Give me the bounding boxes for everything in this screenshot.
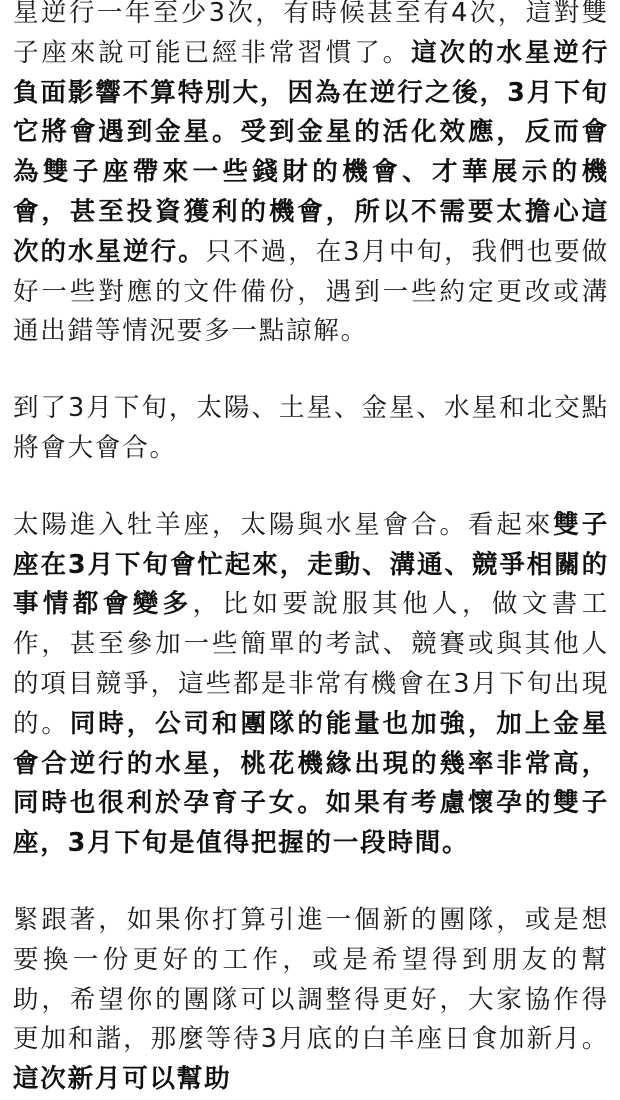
paragraph-grand-conjunction xyxy=(13,389,609,469)
paragraph-spacer xyxy=(13,469,609,506)
bold-text-run: 這次的水星逆行負面影響不算特別大，因為在逆行之後，3月下旬它將會遇到金星。受到金星的活化效應，反而會為雙子座帶來一些錢財的機會、才華展示的機會，甚至投資獲利的機會，所以不需要太擔心這次的水星逆行。 xyxy=(13,37,610,267)
text-run: 緊跟著，如果你打算引進一個新的團隊，或是想要換一份更好的工作，或是希望得到朋友的幫助，希望你的團隊可以調整得更好，大家協作得更加和諧，那麼等待3月底的白羊座日食加新月。 xyxy=(13,904,609,1055)
paragraph-sun-in-aries xyxy=(13,506,609,864)
paragraph-spacer xyxy=(13,352,609,389)
bold-text-run: 同時，公司和團隊的能量也加強，加上金星會合逆行的水星，桃花機緣出現的幾率非常高，同時也很利於孕育子女。如果有考慮懷孕的雙子座，3月下旬是值得把握的一段時間。 xyxy=(13,708,609,859)
text-run: 只不過，在3月中旬，我們也要做好一些對應的文件備份，遇到一些約定更改或溝通出錯等情況要多一點諒解。 xyxy=(13,236,609,347)
text-run: 太陽進入牡羊座，太陽與水星會合。看起來 xyxy=(13,509,554,540)
text-run: ，比如要說服其他人，做文書工作，甚至參加一些簡單的考試、競賽或與其他人的項目競爭，這些都是非常有機會在3月下旬出現的。 xyxy=(13,589,609,739)
paragraph-new-moon xyxy=(13,901,609,1100)
bold-text-run: 雙子座在3月下旬會忙起來，走動、溝通、競爭相關的事情都會變多 xyxy=(13,509,610,620)
text-run: 到了3月下旬，太陽、土星、金星、水星和北交點將會大會合。 xyxy=(13,393,609,463)
bold-text-run: 這次新月可以幫助 xyxy=(13,1064,232,1095)
paragraph-mercury-retrograde xyxy=(13,0,609,352)
paragraph-spacer xyxy=(13,864,609,901)
text-run: 星逆行一年至少3次，有時候甚至有4次，這對雙子座來說可能已經非常習慣了。 xyxy=(13,0,609,68)
